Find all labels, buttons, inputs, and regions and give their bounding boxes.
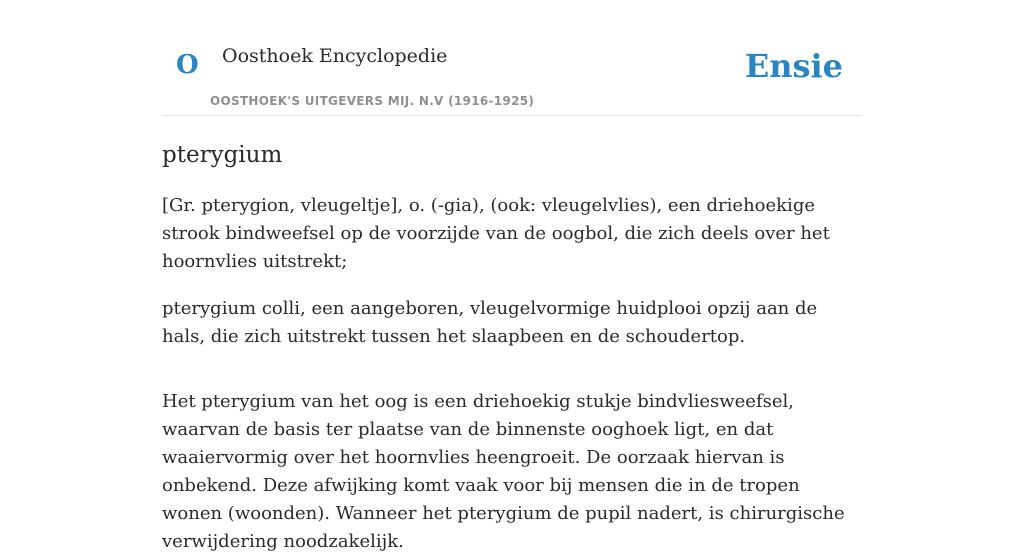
ensie-logo[interactable]: Ensie bbox=[744, 47, 843, 85]
source-title[interactable]: Oosthoek Encyclopedie bbox=[222, 45, 448, 67]
definition-paragraph: pterygium colli, een aangeboren, vleugelvormige huidplooi opzij aan de hals, die zich uitstrekt tussen het slaapbeen en de schoudertop. bbox=[162, 298, 818, 347]
explanation-paragraph: Het pterygium van het oog is een driehoekig stukje bindvliesweefsel, waarvan de basis ter plaatse van de binnenste ooghoek ligt, en dat waaiervormig over het hoornvlies heengroeit. De oorzaak hiervan is onbekend. Deze afwijking komt vaak voor bij mensen die in de tropen wonen (woonden). Wanneer het pterygium de pupil nadert, is chirurgische verwijdering noodzakelijk. bbox=[162, 391, 845, 552]
entry-content bbox=[162, 192, 862, 556]
entry-title: pterygium bbox=[162, 142, 283, 168]
source-subtitle: OOSTHOEK'S UITGEVERS MIJ. N.V (1916-1925) bbox=[210, 94, 535, 108]
source-header bbox=[162, 0, 862, 116]
definition-paragraph: [Gr. pterygion, vleugeltje], o. (-gia), (ook: vleugelvlies), een driehoekige strook bindweefsel op de voorzijde van de oogbol, die zich deels over het hoornvlies uitstrekt; bbox=[162, 195, 830, 272]
source-logo[interactable]: O bbox=[176, 50, 199, 80]
page bbox=[162, 0, 862, 556]
